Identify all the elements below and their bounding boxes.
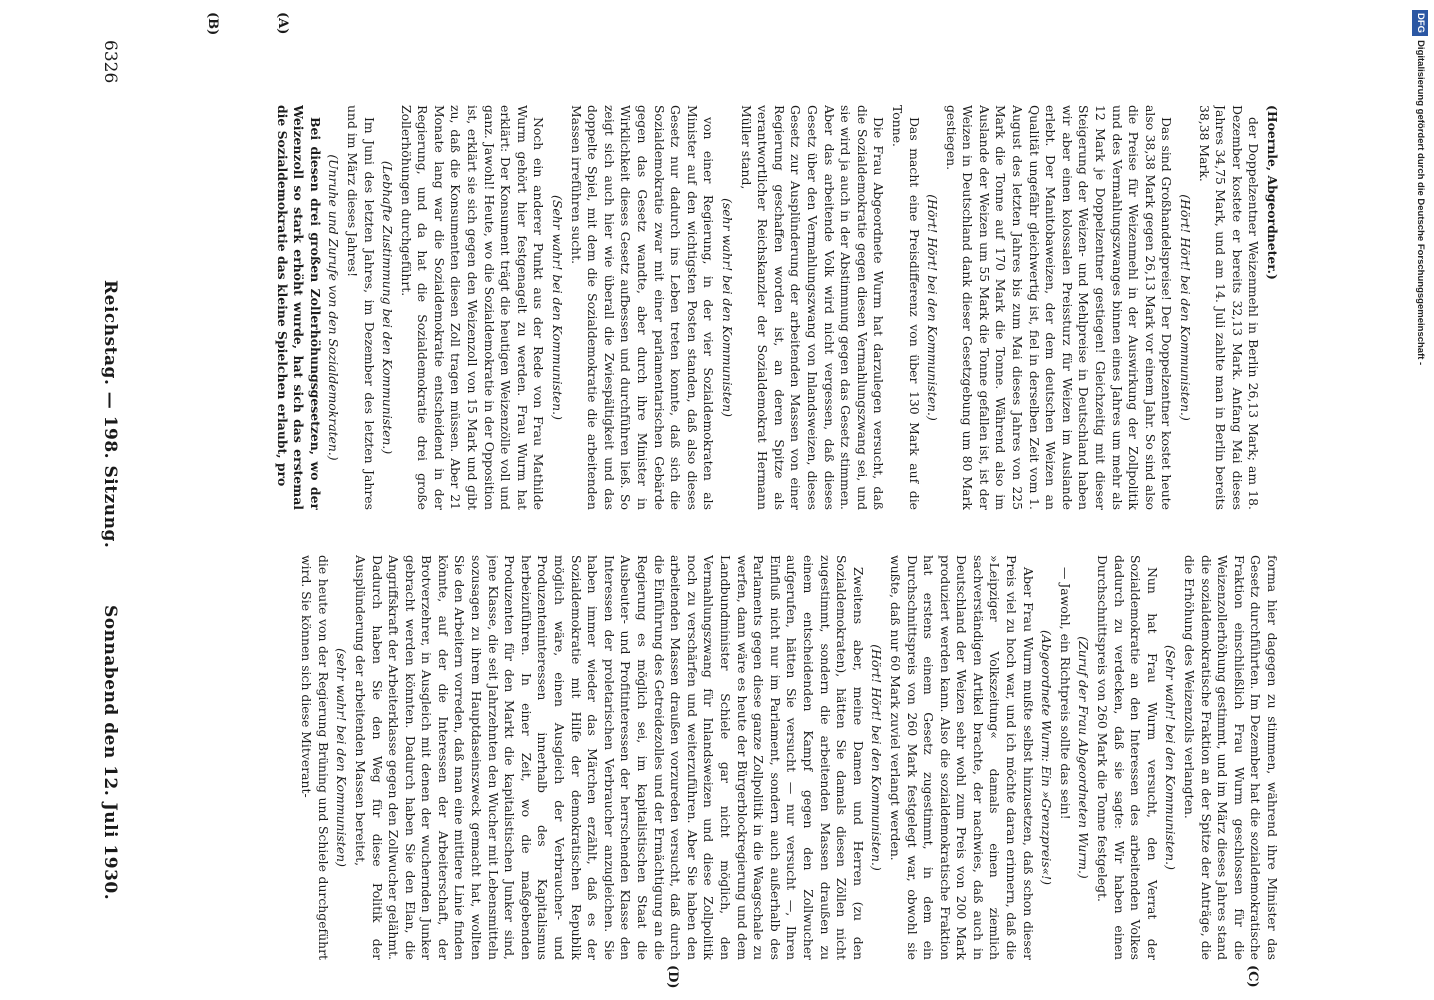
interjection: (Unruhe und Zurufe von den Sozialdemokraten.) <box>326 154 342 461</box>
interjection: (sehr wahr! bei den Kommunisten) <box>720 198 735 417</box>
paragraph: forma hier dagegen zu stimmen, während ihre Minister das Gesetz durchführten. Im Dezember hat die sozialdemokratische Fraktion einschließlich Frau Wurm geschlossen für die Weizenzollerhöhung gestimmt, und im März dieses Jahres stand die sozialdemokratische Fraktion an der Spitze der Anträge, die die Erhöhung des Weizenzolls verlangten. <box>1182 555 1280 960</box>
interjection: (Sehr wahr! bei den Kommunisten.) <box>550 195 566 420</box>
page-number: 6326 <box>100 40 120 84</box>
interjection: (sehr wahr! bei den Kommunisten) <box>334 648 350 867</box>
right-text-column <box>130 555 1280 960</box>
paragraph: die heute von der Regierung Brüning und Schiele durchgeführt wird. Sie können sich diese Mitverant- <box>299 555 331 960</box>
session-title: Reichstag. — 198. Sitzung. <box>100 280 120 549</box>
paragraph: Die Frau Abgeordnete Wurm hat darzulegen versucht, daß die Sozialdemokratie gegen diesen Vermahlungszwang sei, und sie wird ja auch in der Abstimmung gegen das Gesetz stimmen. Aber das arbeitende Volk wird nicht vergessen, daß dieses Gesetz über den Vermahlungszwang von Inlandsweizen, dieses Gesetz zur Ausplünderung der arbeitenden Massen von einer Regierung geschaffen worden ist, an deren Spitze als verantwortlicher Reichskanzler der Sozialdemokrat Hermann Müller stand, <box>738 105 887 510</box>
paragraph: — Jawohl, ein Richtpreis sollte das sein! <box>1057 567 1073 820</box>
interjection: (Abgeordnete Wurm: Ein »Grenzpreis«!) <box>1039 630 1055 885</box>
paragraph: Nun hat Frau Wurm versucht, den Verrat der Sozialdemokratie an den Interessen des arbeitenden Volkes dadurch zu verdecken, daß sie sagte: Wir haben einen Durchschnittspreis von 260 Mark die Tonne festgelegt. <box>1095 555 1160 960</box>
interjection: (Hört! Hört! bei den Kommunisten.) <box>869 644 885 871</box>
speaker-line: (Hoernle, Abgeordneter.) <box>1265 105 1280 280</box>
paragraph: Zweitens aber, meine Damen und Herren (zu den Sozialdemokraten), hätten Sie damals diesen Zöllen nicht zugestimmt, sondern die arbeitenden Massen draußen zu einem entscheidenden Kampf gegen den Zollwucher aufgerufen, hätten Sie versucht — nur versucht —, Ihren Einfluß nicht nur im Parlament, sondern auch außerhalb des Parlaments gegen diese ganze Zollpolitik in die Waagschale zu werfen, dann wäre es heute der Bürgerblockregierung und dem Landbundminister Schiele gar nicht möglich, den Vermahlungszwang für Inlandsweizen und diese Zollpolitik noch zu verschärfen und weiterzuführen. Aber Sie haben den arbeitenden Massen draußen vorzureden versucht, daß durch die Einführung des Getreidezolles und der Ermächtigung an die Regierung es möglich sei, im kapitalistischen Staat die Ausbeuter- und Profitinteressen der herrschenden Klasse den Interessen der proletarischen Verbraucher anzugleichen. Sie haben immer wieder das Märchen erzählt, daß es der Sozialdemokratie mit Hilfe der demokratischen Republik möglich wäre, einen Ausgleich der Verbraucher- und Produzenteninteressen innerhalb des Kapitalismus herbeizuführen. In einer Zeit, wo die maßgebenden Produzenten für den Markt die kapitalistischen Junker sind, jene Klasse, die seit Jahrzehnten den Wucher mit Lebensmitteln sozusagen zu ihrem Hauptdaseinszweck gemacht hat, wollten Sie den Arbeitern vorreden, daß man eine mittlere Linie finden könnte, auf der die Interessen der Arbeiterschaft, der Brotverzehrer, in Ausgleich mit denen der wuchernden Junker gebracht werden könnten. Dadurch haben Sie den Elan, die Angriffskraft der Arbeiterklasse gegen den Zollwucher gelähmt. Dadurch haben Sie den Weg für diese Politik der Ausplünderung der arbeitenden Massen bereitet, <box>352 555 866 960</box>
left-text-column <box>130 105 1280 510</box>
page-header <box>90 40 120 950</box>
margin-mark-a: (A) <box>275 12 290 35</box>
paragraph: Das macht eine Preisdifferenz von über 130 Mark auf die Tonne. <box>889 105 922 510</box>
interjection: (Zuruf der Frau Abgeordneten Wurm.) <box>1076 636 1092 879</box>
margin-mark-b: (B) <box>205 12 220 36</box>
paragraph: Das sind Großhandelspreise! Der Doppelzentner kostet heute also 38,38 Mark gegen 26,13 Mark vor einem Jahr. So sind also die Preise für Weizenmehl in der Auswirkung der Zollpolitik und des Vermahlungszwanges binnen eines Jahres um mehr als 12 Mark je Doppelzentner gestiegen! Gleichzeitig mit dieser Steigerung der Weizen- und Mehlpreise in Deutschland haben wir aber einen kolossalen Preissturz für Weizen im Auslande erlebt. Der Manitobaweizen, der dem deutschen Weizen an Qualität ungefähr gleichwertig ist, fiel in derselben Zeit vom 1. August des letzten Jahres bis zum Mai dieses Jahres von 225 Mark die Tonne auf 170 Mark die Tonne. Während also im Auslande der Weizen um 55 Mark die Tonne gefallen ist, ist der Weizen in Deutschland dank dieser Gesetzgebung um 80 Mark gestiegen. <box>943 105 1175 510</box>
paragraph: Noch ein anderer Punkt aus der Rede von Frau Mathilde Wurm gehört hier festgenagelt zu werden. Frau Wurm hat erklärt: Der Konsument trägt die heutigen Weizenzölle voll und ganz. Jawohl! Heute, wo die Sozialdemokratie in der Opposition ist, erklärt sie sich gegen den Weizenzoll von 15 Mark und gibt zu, daß die Konsumenten diesen Zoll tragen müssen. Aber 21 Monate lang war die Sozialdemokratie entscheidend in der Regierung, und da hat die Sozialdemokratie drei große Zollerhöhungen durchgeführt. <box>398 105 547 510</box>
paragraph: der Doppelzentner Weizenmehl in Berlin 26,13 Mark; am 18. Dezember kostete er bereits 32,13 Mark. Anfang Mai dieses Jahres 34,75 Mark, und am 14. Juli zahlte man in Berlin bereits 38,38 Mark. <box>1196 105 1262 510</box>
funding-text: Digitalisierung gefördert durch die Deutsche Forschungsgemeinschaft - <box>1415 40 1426 366</box>
funding-note <box>1412 10 1428 990</box>
paragraph: Im Juni des letzten Jahres, im Dezember des letzten Jahres und im März dieses Jahres! <box>344 105 377 510</box>
paragraph: von einer Regierung, in der vier Sozialdemokraten als Minister auf den wichtigsten Posten standen, daß also dieses Gesetz nur dadurch ins Leben treten konnte, daß sich die Sozialdemokratie zwar mit einer parlamentarischen Gebärde gegen das Gesetz wandte, aber durch ihre Minister in Wirklichkeit dieses Gesetz aufbessen und durchführen ließ. So zeigt sich auch hier wie überall die Zwiespältigkeit und das doppelte Spiel, mit dem die Sozialdemokratie die arbeitenden Massen irreführen sucht. <box>568 105 717 510</box>
paragraph: Bei diesen drei großen Zollerhöhungsgesetzen, wo der Weizenzoll so stark erhöht wurde, hat sich das erstemal die Sozialdemokratie das kleine Spielchen erlaubt, pro <box>274 105 323 510</box>
margin-mark-c: (C) <box>1245 965 1260 988</box>
interjection: (Lebhafte Zustimmung bei den Kommunisten.) <box>380 160 396 455</box>
dfg-logo-badge: DFG <box>1412 10 1428 36</box>
margin-mark-d: (D) <box>665 965 680 989</box>
session-date: Sonnabend den 12. Juli 1930. <box>100 605 120 901</box>
paragraph: Aber Frau Wurm mußte selbst hinzusetzen, daß schon dieser Preis viel zu hoch war, und ich möchte daran erinnern, daß die »Leipziger Volkszeitung« damals einen ziemlich sachverständigen Artikel brachte, der nachwies, daß auch in Deutschland der Weizen sehr wohl zum Preis von 200 Mark produziert werden kann. Also die sozialdemokratische Fraktion hat erstens einem Gesetz zugestimmt, in dem ein Durchschnittspreis von 260 Mark festgelegt war, obwohl sie wußte, daß nur 60 Mark zuviel verlangt werden. <box>887 555 1036 960</box>
interjection: (Hört! Hört! bei den Kommunisten.) <box>1178 194 1194 421</box>
interjection: (Sehr wahr! bei den Kommunisten.) <box>1163 645 1179 870</box>
interjection: (Hört! Hört! bei den Kommunisten.) <box>925 194 941 421</box>
